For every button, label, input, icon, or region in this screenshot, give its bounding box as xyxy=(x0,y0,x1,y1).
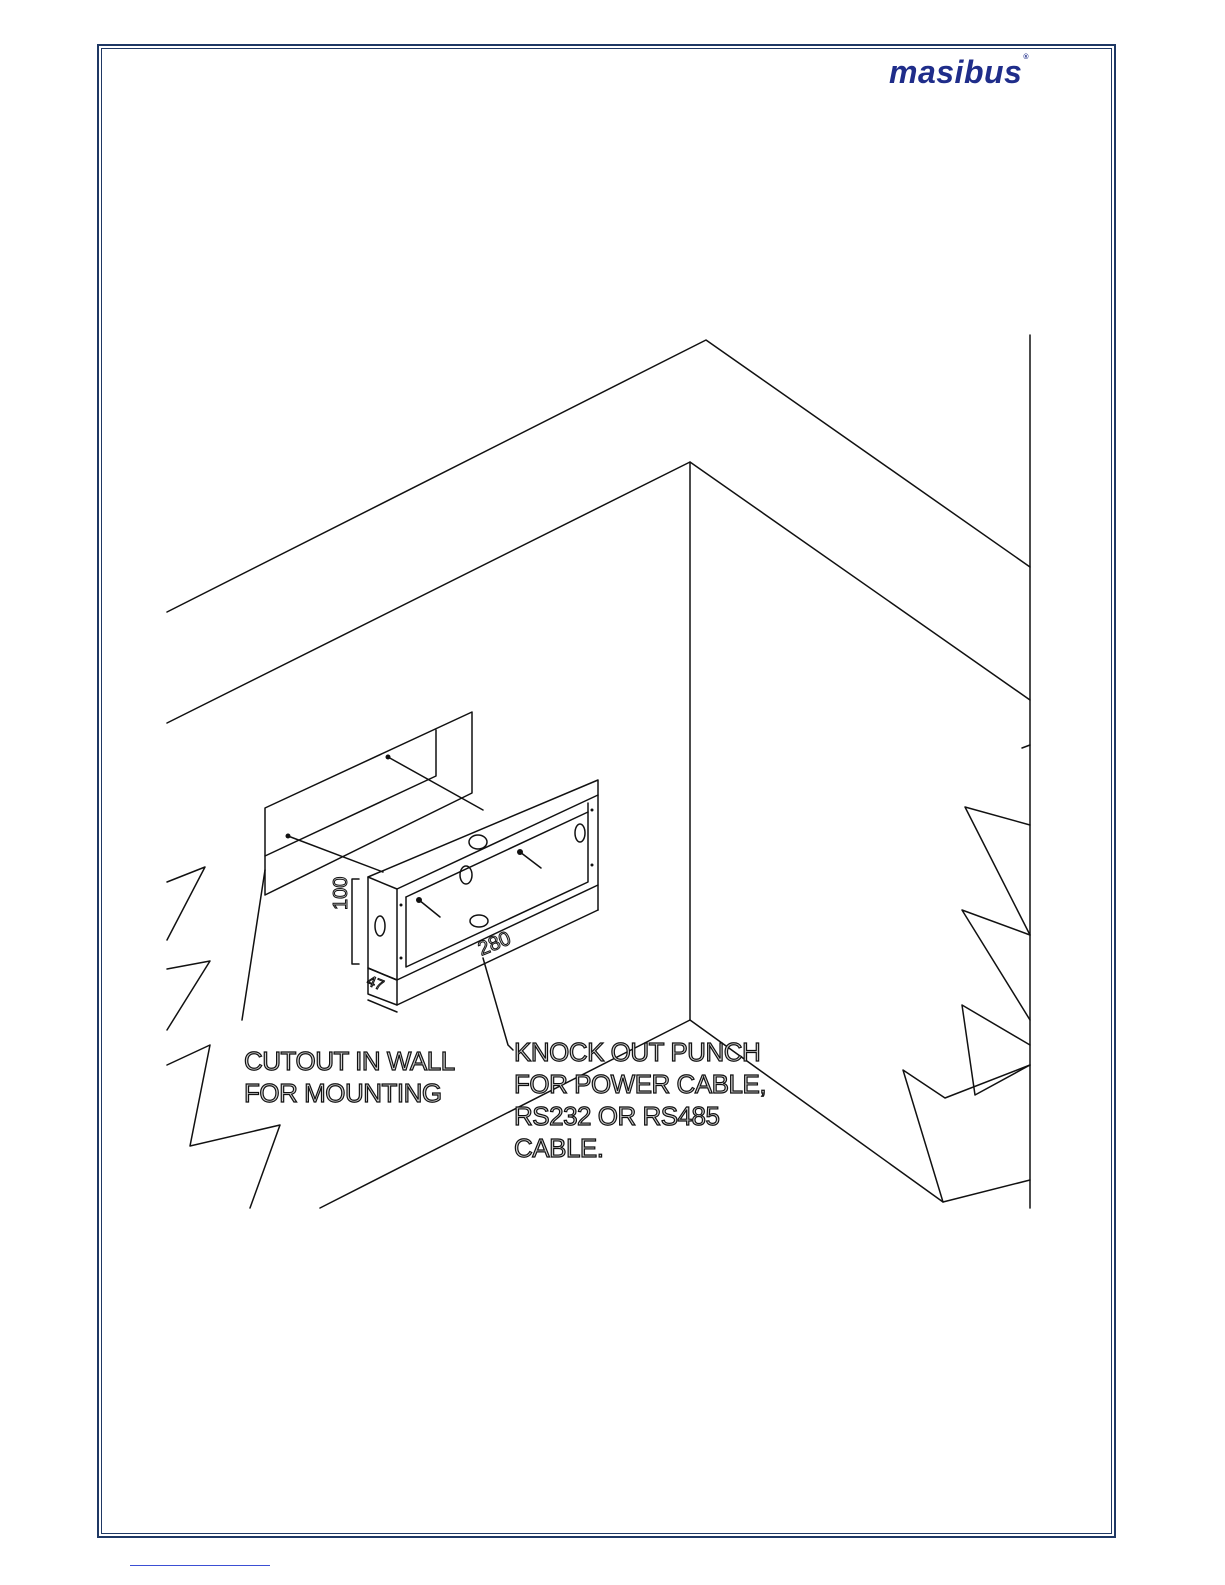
box-rim-top xyxy=(406,812,588,897)
screw xyxy=(520,852,541,868)
knockout-hole xyxy=(469,835,487,849)
break-line-right xyxy=(903,1065,1030,1202)
box-top-inner xyxy=(368,795,598,889)
footer-link-underline[interactable] xyxy=(130,1565,270,1566)
mount-point xyxy=(386,755,391,760)
registered-mark: ® xyxy=(1023,54,1029,61)
box-pin xyxy=(591,864,594,867)
screw-head xyxy=(416,897,422,903)
ceiling-edge-outer xyxy=(167,340,1030,612)
box-pin xyxy=(400,904,403,907)
break-line-right xyxy=(962,910,1030,1020)
depth-dimension-label: 47 xyxy=(364,972,387,995)
alignment-line xyxy=(288,836,383,872)
knockout-leader xyxy=(483,958,513,1050)
break-line-right xyxy=(1022,745,1030,748)
height-dimension-label: 100 xyxy=(330,876,352,910)
knockout-callout: KNOCK OUT PUNCH FOR POWER CABLE, RS232 OR RS485 CABLE. xyxy=(514,1037,767,1163)
screw xyxy=(419,900,440,917)
mount-point xyxy=(286,834,291,839)
cutout-leader xyxy=(242,870,265,1020)
dim-depth-line xyxy=(368,1000,397,1012)
cutout-callout: CUTOUT IN WALL FOR MOUNTING xyxy=(244,1046,455,1108)
break-line-left xyxy=(167,961,210,1030)
knockout-hole xyxy=(470,915,488,927)
break-line-right xyxy=(962,1005,1030,1095)
screw-head xyxy=(517,849,523,855)
box-pin xyxy=(591,809,594,812)
box-pin xyxy=(400,957,403,960)
width-dimension-label: 280 xyxy=(474,927,515,961)
knockout-hole xyxy=(575,824,585,842)
logo-text: masibus xyxy=(889,54,1023,90)
knockout-hole xyxy=(375,916,385,936)
break-line-right xyxy=(965,807,1030,935)
dim-height-line xyxy=(352,879,359,964)
wall-top-edge xyxy=(167,462,1030,723)
break-line-left xyxy=(167,867,205,940)
wall-cutout xyxy=(265,712,472,895)
